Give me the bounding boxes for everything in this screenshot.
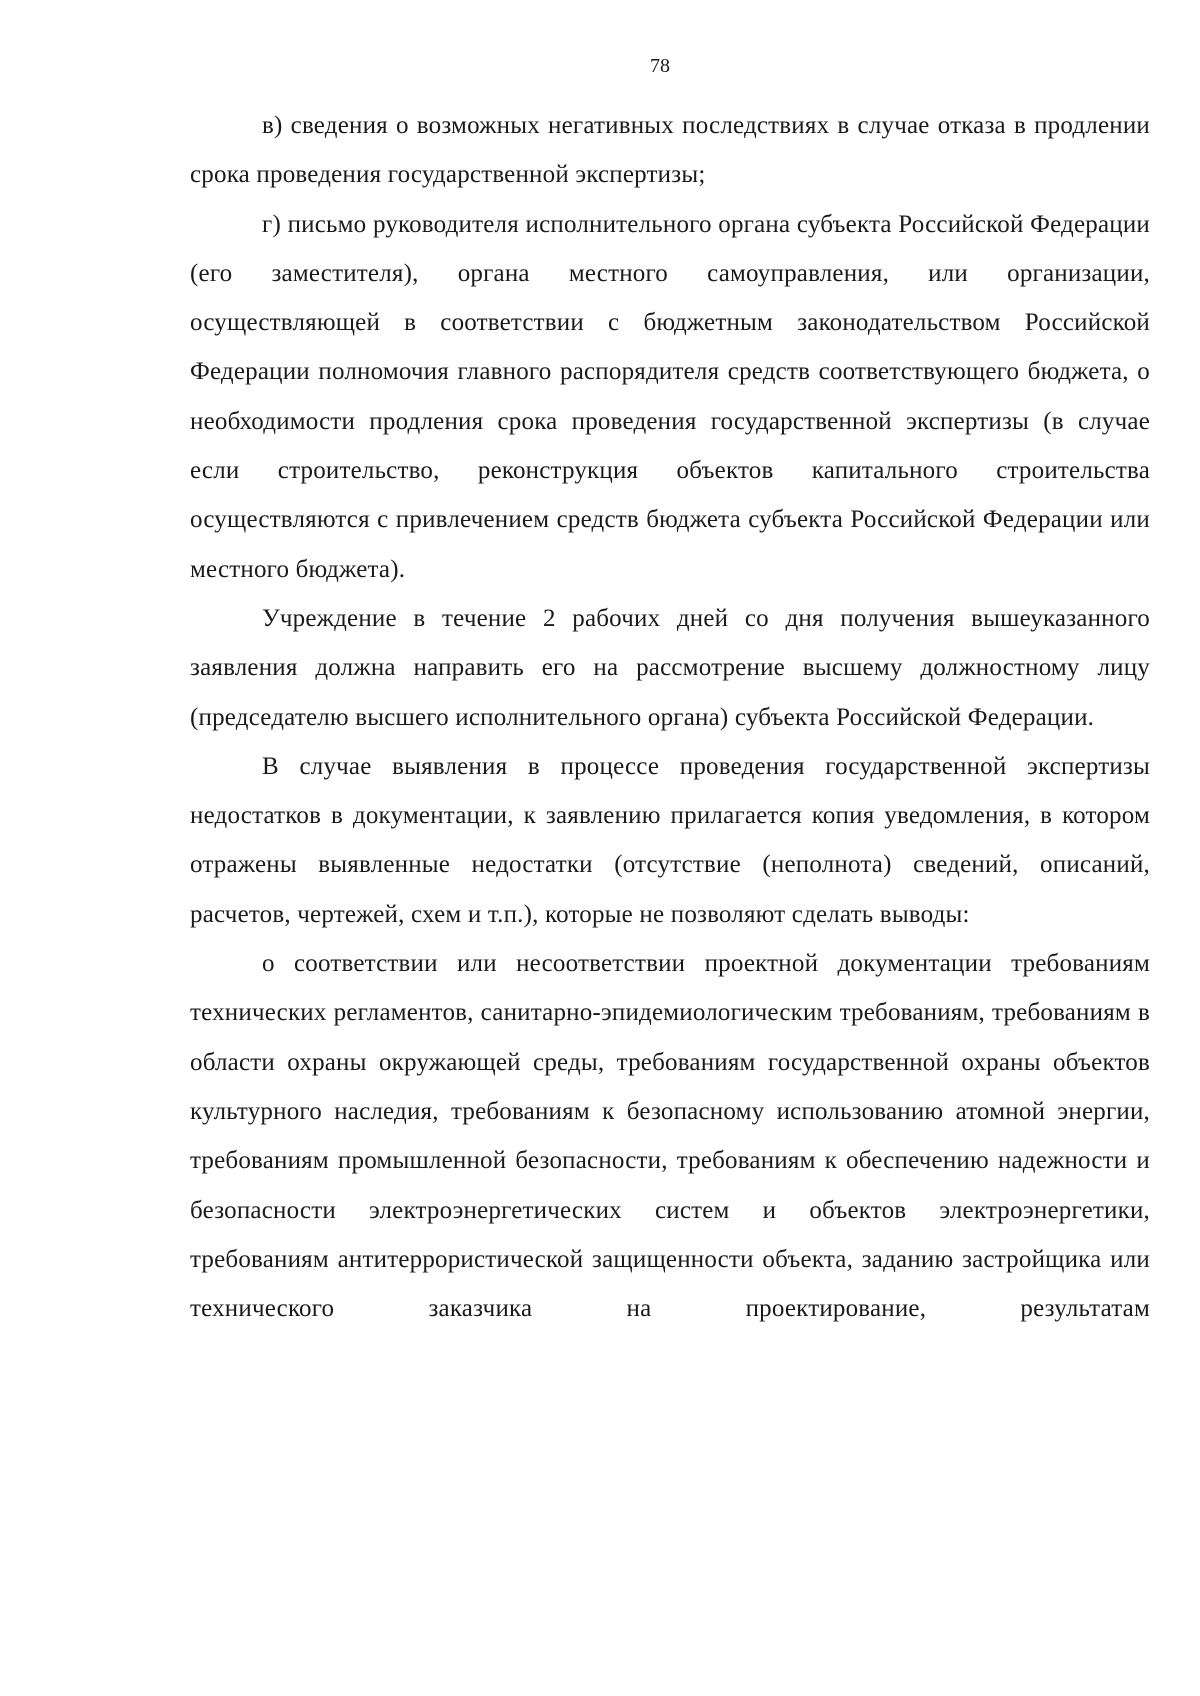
- paragraph-institution-deadline: Учреждение в течение 2 рабочих дней со дня получения вышеуказанного заявления должна направить его на рассмотрение высшему должностному лицу (председателю высшего исполнительного органа) субъекта Российской Федерации.: [190, 604, 1150, 731]
- document-body: [190, 101, 1150, 1333]
- page-number: 78: [650, 55, 670, 77]
- paragraph-compliance-conclusions: о соответствии или несоответствии проектной документации требованиям технических регламентов, санитарно-эпидемиологическим требованиям, требованиям в области охраны окружающей среды, требованиям государственной охраны объектов культурного наследия, требованиям к безопасному использованию атомной энергии, требованиям промышленной безопасности, требованиям к обеспечению надежности и безопасности электроэнергетических систем и объектов электроэнергетики, требованиям антитеррористической защищенности объекта, заданию застройщика или технического заказчика на проектирование, результатам: [190, 950, 1150, 1323]
- paragraph-item-g: г) письмо руководителя исполнительного органа субъекта Российской Федерации (его заместителя), органа местного самоуправления, или организации, осуществляющей в соответствии с бюджетным законодательством Российской Федерации полномочия главного распорядителя средств соответствующего бюджета, о необходимости продления срока проведения государственной экспертизы (в случае если строительство, реконструкция объектов капитального строительства осуществляются с привлечением средств бюджета субъекта Российской Федерации или местного бюджета).: [190, 210, 1150, 583]
- paragraph-item-v: в) сведения о возможных негативных последствиях в случае отказа в продлении срока проведения государственной экспертизы;: [190, 112, 1150, 189]
- paragraph-deficiencies: В случае выявления в процессе проведения государственной экспертизы недостатков в документации, к заявлению прилагается копия уведомления, в котором отражены выявленные недостатки (отсутствие (неполнота) сведений, описаний, расчетов, чертежей, схем и т.п.), которые не позволяют сделать выводы:: [190, 752, 1150, 928]
